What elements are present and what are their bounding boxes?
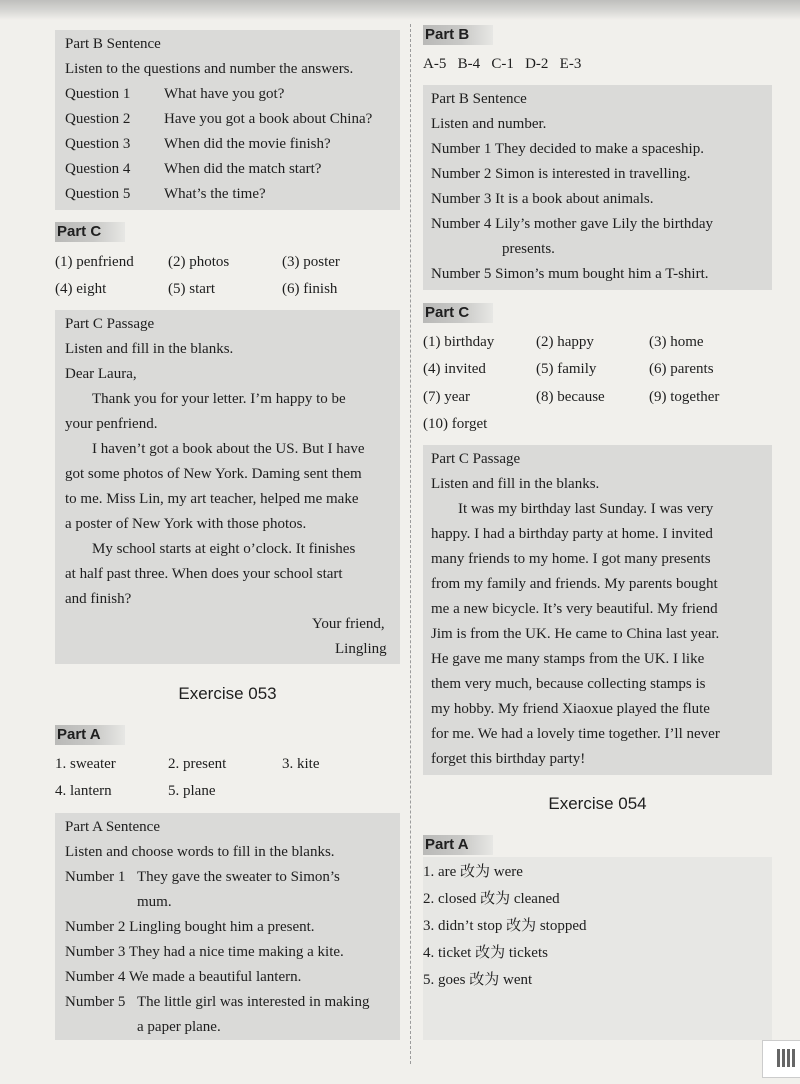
sentence-row (65, 990, 390, 1015)
part-b-sentence-box (55, 30, 400, 210)
correction-item: 2. closed 改为 cleaned (423, 891, 560, 907)
answer-item: 1. sweater (55, 756, 116, 772)
passage-line: from my family and friends. My parents bought (431, 576, 718, 592)
letter-line: Thank you for your letter. I’m happy to be (92, 391, 346, 407)
answer-item: (4) invited (423, 361, 486, 377)
part-a-answers-box (423, 857, 772, 1040)
sentence-line: Number 4 Lily’s mother gave Lily the birthday (431, 216, 714, 232)
sentence-label: Number 5 (65, 994, 126, 1010)
sentence-row (65, 865, 390, 890)
sentence-line: Number 4 We made a beautiful lantern. (65, 969, 302, 985)
part-c-passage-box (55, 310, 400, 664)
passage-line: Jim is from the UK. He came to China last year. (431, 626, 720, 642)
sentence-continuation: presents. (502, 241, 555, 257)
letter-closing: Your friend, (312, 616, 385, 632)
exercise-title: Exercise 053 (178, 684, 277, 703)
question-row (65, 107, 390, 132)
part-b-sentence-title: Part B Sentence (431, 91, 527, 107)
question-text: When did the match start? (164, 161, 322, 177)
letter-line: at half past three. When does your school start (65, 566, 343, 582)
passage-line: my hobby. My friend Xiaoxue played the flute (431, 701, 710, 717)
answer-item: (10) forget (423, 416, 488, 432)
sentence-line: Number 5 Simon’s mum bought him a T-shirt. (431, 266, 709, 282)
question-label: Question 5 (65, 186, 131, 202)
part-b-answers: A-5 B-4 C-1 D-2 E-3 (423, 56, 582, 72)
part-b-sentence-instruction: Listen to the questions and number the answers. (65, 61, 354, 77)
answer-item: (1) birthday (423, 334, 495, 350)
sentence-line: Number 2 Simon is interested in travelling. (431, 166, 691, 182)
part-a-sentence-title: Part A Sentence (65, 819, 160, 835)
letter-line: got some photos of New York. Daming sent them (65, 466, 362, 482)
sentence-line: Number 1 They decided to make a spaceship. (431, 141, 704, 157)
correction-item: 5. goes 改为 went (423, 972, 533, 988)
answer-item: (2) photos (168, 254, 230, 270)
question-row (65, 132, 390, 157)
answer-item: (5) start (168, 281, 216, 297)
question-row (65, 157, 390, 182)
passage-line: them very much, because collecting stamps is (431, 676, 706, 692)
question-label: Question 3 (65, 136, 131, 152)
passage-line: me a new bicycle. It’s very beautiful. My friend (431, 601, 718, 617)
answer-item: 2. present (168, 756, 227, 772)
answer-item: (4) eight (55, 281, 107, 297)
part-b-sentence-instruction: Listen and number. (431, 116, 547, 132)
sentence-line: Number 3 It is a book about animals. (431, 191, 654, 207)
part-a-heading: Part A (55, 725, 125, 745)
page-top-edge (0, 0, 800, 20)
part-c-heading: Part C (55, 222, 125, 242)
passage-line: happy. I had a birthday party at home. I invited (431, 526, 713, 542)
sentence-continuation: a paper plane. (137, 1019, 221, 1035)
sentence-line: Number 2 Lingling bought him a present. (65, 919, 315, 935)
answer-item: 5. plane (168, 783, 216, 799)
answer-item: (8) because (536, 389, 605, 405)
column-divider (410, 24, 411, 1064)
sentence-label: Number 1 (65, 869, 126, 885)
passage-line: for me. We had a lovely time together. I’ll never (431, 726, 720, 742)
answer-item: (7) year (423, 389, 471, 405)
correction-item: 1. are 改为 were (423, 864, 523, 880)
question-row (65, 182, 390, 207)
letter-line: a poster of New York with those photos. (65, 516, 307, 532)
passage-line: forget this birthday party! (431, 751, 586, 767)
answer-item: (9) together (649, 389, 720, 405)
answer-item: 3. kite (282, 756, 320, 772)
answer-item: (3) poster (282, 254, 340, 270)
sentence-continuation: mum. (137, 894, 172, 910)
correction-item: 4. ticket 改为 tickets (423, 945, 548, 961)
correction-item: 3. didn’t stop 改为 stopped (423, 918, 587, 934)
answer-item: 4. lantern (55, 783, 112, 799)
sentence-text: They gave the sweater to Simon’s (137, 869, 340, 885)
part-c-passage-title: Part C Passage (431, 451, 521, 467)
answer-item: (2) happy (536, 334, 594, 350)
part-c-passage-instruction: Listen and fill in the blanks. (65, 341, 234, 357)
letter-signature: Lingling (335, 641, 387, 657)
letter-line: to me. Miss Lin, my art teacher, helped me make (65, 491, 359, 507)
part-c-passage-instruction: Listen and fill in the blanks. (431, 476, 600, 492)
part-c-heading: Part C (423, 303, 493, 323)
passage-line: many friends to my home. I got many presents (431, 551, 711, 567)
letter-greeting: Dear Laura, (65, 366, 137, 382)
question-label: Question 2 (65, 111, 131, 127)
part-b-sentence-box (423, 85, 772, 290)
sentence-line: Number 3 They had a nice time making a kite. (65, 944, 344, 960)
passage-line: He gave me many stamps from the UK. I like (431, 651, 705, 667)
question-text: Have you got a book about China? (164, 111, 373, 127)
question-text: What’s the time? (164, 186, 266, 202)
part-c-passage-title: Part C Passage (65, 316, 155, 332)
letter-line: and finish? (65, 591, 132, 607)
answer-item: (6) parents (649, 361, 714, 377)
question-text: When did the movie finish? (164, 136, 331, 152)
part-b-heading: Part B (423, 25, 493, 45)
letter-line: your penfriend. (65, 416, 158, 432)
answer-item: (5) family (536, 361, 597, 377)
exercise-title: Exercise 054 (548, 794, 647, 813)
question-label: Question 1 (65, 86, 131, 102)
answer-item: (1) penfriend (55, 254, 134, 270)
passage-text (431, 497, 764, 772)
question-label: Question 4 (65, 161, 131, 177)
question-text: What have you got? (164, 86, 285, 102)
letter-line: My school starts at eight o’clock. It finishes (92, 541, 356, 557)
answer-item: (3) home (649, 334, 704, 350)
part-c-passage-box (423, 445, 772, 775)
question-row (65, 82, 390, 107)
passage-line: It was my birthday last Sunday. I was very (458, 501, 714, 517)
letter-line: I haven’t got a book about the US. But I have (92, 441, 365, 457)
part-a-sentence-box (55, 813, 400, 1040)
part-b-sentence-title: Part B Sentence (65, 36, 161, 52)
qr-code-icon (762, 1040, 800, 1078)
sentence-text: The little girl was interested in making (137, 994, 370, 1010)
part-a-sentence-instruction: Listen and choose words to fill in the blanks. (65, 844, 335, 860)
part-a-heading: Part A (423, 835, 493, 855)
answer-item: (6) finish (282, 281, 338, 297)
